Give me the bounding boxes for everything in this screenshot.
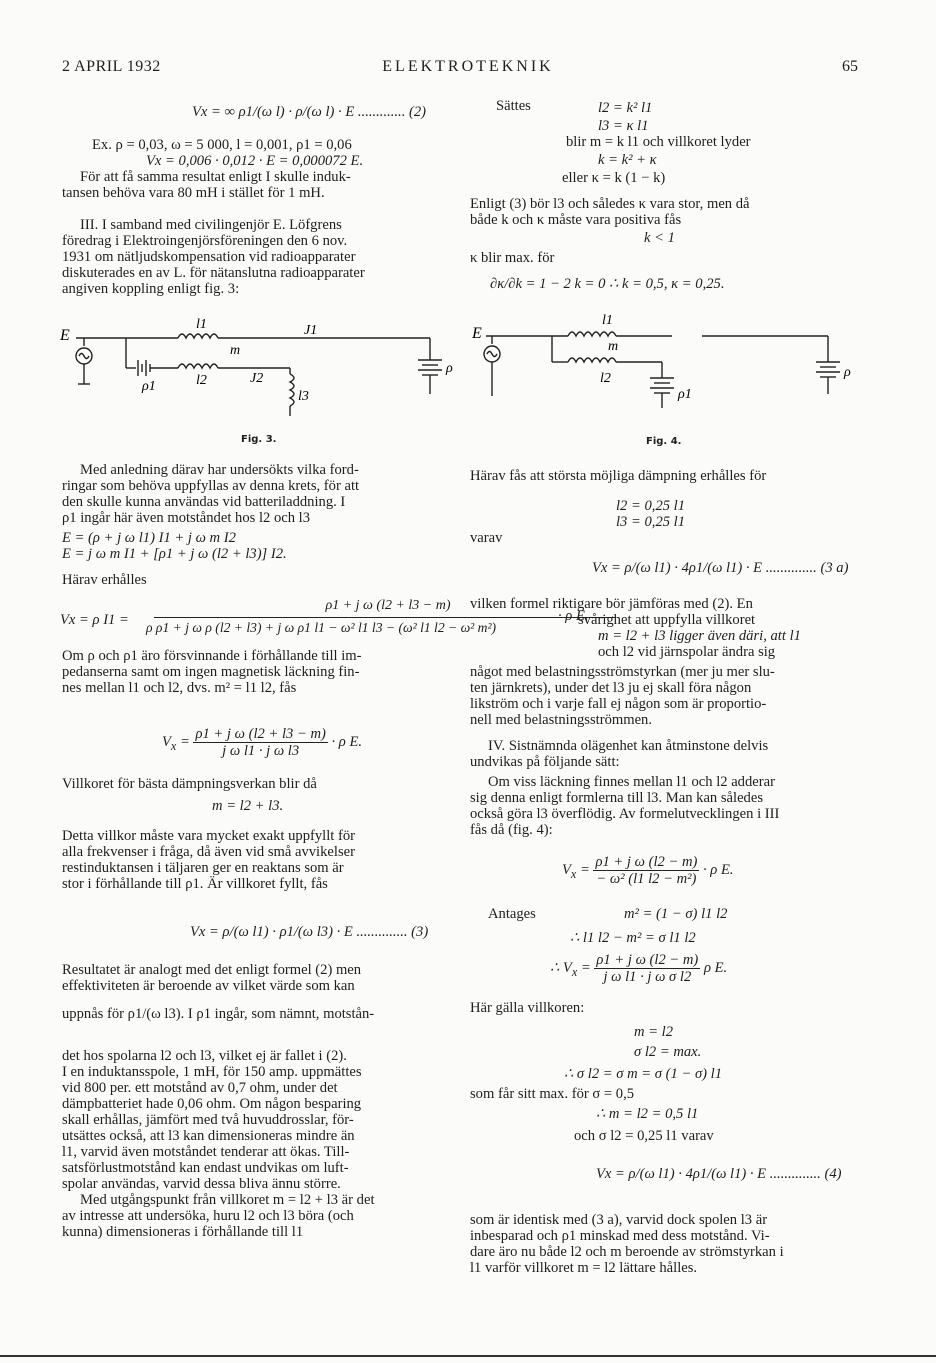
paragraph-line: svårighet att uppfylla villkoret [578, 612, 756, 628]
fig4-label-l2: l2 [600, 371, 611, 386]
paragraph-line: alla frekvenser i fråga, då även vid små avvikelser [62, 844, 355, 860]
fig4-label-rho: ρ [844, 365, 851, 380]
fig4-label-l1: l1 [602, 313, 613, 328]
paragraph-line: som är identisk med (3 a), varvid dock spolen l3 är [470, 1212, 768, 1228]
paragraph-line: också göra l3 överflödig. Av formelutvecklingen i III [470, 806, 780, 822]
paragraph-line: dämpbatteriet hade 0,06 ohm. Om någon besparing [62, 1096, 362, 1112]
paragraph-line: restinduktansen i täljaren ger en reaktans som är [62, 860, 344, 876]
condition-6: och σ l2 = 0,25 l1 varav [574, 1128, 714, 1144]
big-equation-denominator: ρ ρ1 + j ω ρ (l2 + l3) + j ω ρ1 l1 − ω² l1 l3 − (ω² l1 l2 − ω² m²) [146, 620, 497, 635]
paragraph-line: pedanserna samt om ingen magnetisk läckning fin- [62, 664, 360, 680]
paragraph-line: IV. Sistnämnda olägenhet kan åtminstone delvis [488, 738, 769, 754]
equation-2: Vx = ∞ ρ1/(ω l) · ρ/(ω l) · E ............. (2) [192, 104, 427, 120]
vx-iii-denominator: j ω l1 · j ω l3 [222, 743, 300, 760]
paragraph-line: ρ1 ingår här även motståndet hos l2 och l3 [62, 510, 311, 526]
paragraph-line: angiven koppling enligt fig. 3: [62, 281, 240, 297]
condition-2: σ l2 = max. [634, 1044, 702, 1060]
paragraph-line: det hos spolarna l2 och l3, vilket ej är fallet i (2). [62, 1048, 347, 1064]
eq-s2: l3 = κ l1 [598, 118, 649, 134]
paragraph-line: tansen behöva vara 80 mH i stället för 1 mH. [62, 185, 325, 201]
fig3-label-l3: l3 [298, 389, 309, 404]
paragraph-line: Härav erhålles [62, 572, 147, 588]
paragraph-line: Villkoret för bästa dämpningsverkan blir då [62, 776, 317, 792]
paragraph-line: diskuterades en av L. för nätanslutna radioapparater [62, 265, 365, 281]
paragraph-line: I en induktansspole, 1 mH, för 150 amp. uppmättes [62, 1064, 362, 1080]
paragraph-line: l1, varvid även motståndet tenderar att ökas. Till- [62, 1144, 350, 1160]
paragraph-line: uppnås för ρ1/(ω l3). I ρ1 ingår, som nämnt, motstån- [62, 1006, 375, 1022]
fig3-label-m: m [230, 343, 241, 358]
paragraph-line: och l2 vid järnspolar ändra sig [598, 644, 776, 660]
paragraph-line: Med utgångspunkt från villkoret m = l2 + l3 är det [80, 1192, 375, 1208]
fig4-label-m: m [608, 339, 619, 354]
eq-s1: l2 = k² l1 [598, 100, 653, 116]
paragraph-line: av intresse att undersöka, huru l2 och l3 böra (och [62, 1208, 354, 1224]
big-equation-lhs: Vx = ρ I1 = [60, 612, 129, 628]
right-column-lower [470, 0, 858, 1363]
paragraph-line: dare äro nu både l2 och m beroende av strömstyrkan i [470, 1244, 784, 1260]
journal-title: ELEKTROTEKNIK [382, 58, 554, 75]
paragraph-line: Här gälla villkoren: [470, 1000, 585, 1016]
equation-4: Vx = ρ/(ω l1) · 4ρ1/(ω l1) · E .............. (4) [596, 1166, 842, 1182]
condition-3: ∴ σ l2 = σ m = σ (1 − σ) l1 [564, 1066, 723, 1082]
paragraph-line: något med belastningsströmstyrkan (mer ju mer slu- [470, 664, 775, 680]
paragraph-line: Om ρ och ρ1 äro försvinnande i förhållande till im- [62, 648, 362, 664]
issue-date: 2 APRIL 1932 [62, 58, 161, 75]
paragraph-line: vilken formel riktigare bör jämföras med (2). En [470, 596, 753, 612]
equation-iv-3: ∴ l1 l2 − m² = σ l1 l2 [570, 930, 696, 946]
sattes-label: Sättes [496, 98, 531, 114]
equation-iv-4: ∴ $V_x$ = $\frac{\text{ρ1 + j ω (l2 − m)}}{\text{j ω l1 · j ω σ l2}}$ ρ E. [550, 952, 728, 986]
fig4-label-E: E [472, 325, 482, 342]
paragraph-line: nell med belastningsströmmen. [470, 712, 652, 728]
fig3-label-rho: ρ [446, 361, 453, 376]
paragraph-line: fås då (fig. 4): [470, 822, 553, 838]
varav-label: varav [470, 530, 503, 546]
paragraph-line: vid 800 per. ett motstånd av 0,7 ohm, under det [62, 1080, 338, 1096]
eq-s5: eller κ = k (1 − k) [562, 170, 666, 186]
paragraph-line: Enligt (3) bör l3 och således κ vara stor, men då [470, 196, 750, 212]
paragraph-line: både k och κ måste vara positiva fås [470, 212, 682, 228]
paragraph-line: ringar som behöva uppfyllas av denna krets, för att [62, 478, 360, 494]
equation-3: Vx = ρ/(ω l1) · ρ1/(ω l3) · E .............. (3) [190, 924, 429, 940]
equation-E1: E = (ρ + j ω l1) I1 + j ω m I2 [62, 530, 236, 546]
paragraph-line: m = l2 + l3 ligger även däri, att l1 [598, 628, 801, 644]
example-line-2: Vx = 0,006 · 0,012 · E = 0,000072 E. [146, 153, 364, 169]
paragraph-line: nes mellan l1 och l2, dvs. m² = l1 l2, fås [62, 680, 297, 696]
paragraph-line: Härav fås att största möjliga dämpning erhålles för [470, 468, 767, 484]
equation-E2: E = j ω m I1 + [ρ1 + j ω (l2 + l3)] I2. [62, 546, 287, 562]
paragraph-line: den skulle kunna användas vid batteriladdning. I [62, 494, 346, 510]
kappa-max-line: κ blir max. för [470, 250, 555, 266]
paragraph-line: 1931 om nätljudskompensation vid radioapparater [62, 249, 356, 265]
eq-s3: blir m = k l1 och villkoret lyder [566, 134, 751, 150]
iv4-numerator: ρ1 + j ω (l2 − m) [596, 952, 699, 968]
condition-1: m = l2 [634, 1024, 674, 1040]
iv4-denominator: j ω l1 · j ω σ l2 [603, 969, 692, 986]
paragraph-line: satsförlustmotstånd kan endast undvikas om luft- [62, 1160, 349, 1176]
paragraph-line: skall erhållas, jämfört med två huvuddrosslar, för- [62, 1112, 354, 1128]
vx-iii-numerator: ρ1 + j ω (l2 + l3 − m) [195, 726, 326, 742]
iv1-denominator: − ω² (l1 l2 − m²) [596, 871, 697, 888]
vx-iii-tail: · ρ E. [331, 734, 363, 751]
result-l2: l2 = 0,25 l1 [616, 498, 686, 514]
k-less-than-one: k < 1 [644, 230, 675, 246]
condition-5: ∴ m = l2 = 0,5 l1 [596, 1106, 699, 1122]
paragraph-line: Om viss läckning finnes mellan l1 och l2 adderar [488, 774, 775, 790]
paragraph-line: likström och i varje fall ej någon som är proportio- [470, 696, 767, 712]
result-l3: l3 = 0,25 l1 [616, 514, 686, 530]
paragraph-line: l1 varför villkoret m = l2 lättare hålles. [470, 1260, 698, 1276]
fig3-label-l1: l1 [196, 317, 207, 332]
paragraph-line: utsättes också, att l3 kan dimensioneras mindre än [62, 1128, 355, 1144]
derivative-equation: ∂κ/∂k = 1 − 2 k = 0 ∴ k = 0,5, κ = 0,25. [490, 276, 725, 292]
iv1-numerator: ρ1 + j ω (l2 − m) [595, 854, 698, 870]
equation-vx-iii: $V_x$ = $\frac{\text{ρ1 + j ω (l2 + l3 − m)}}{\text{j ω l1 · j ω l3}}$ · ρ E. [162, 726, 363, 760]
condition-4: som får sitt max. för σ = 0,5 [470, 1086, 635, 1102]
condition-equation: m = l2 + l3. [212, 798, 284, 814]
fig3-label-l2: l2 [196, 373, 207, 388]
paragraph-line: sig denna enligt formlerna till l3. Man kan således [470, 790, 764, 806]
paragraph-line: För att få samma resultat enligt I skulle induk- [80, 169, 351, 185]
paragraph-line: kunna) dimensioneras i förhållande till l1 [62, 1224, 304, 1240]
fig3-label-J2: J2 [250, 371, 264, 386]
fig4-label-rho1: ρ1 [678, 387, 692, 402]
equation-3a: Vx = ρ/(ω l1) · 4ρ1/(ω l1) · E .............. (3 a) [592, 560, 849, 576]
equation-iv-1: $V_x$ = $\frac{\text{ρ1 + j ω (l2 − m)}}{\text{− ω² (l1 l2 − m²)}}$ · ρ E. [562, 854, 734, 888]
antages-label: Antages [488, 906, 536, 922]
paragraph-line: Detta villkor måste vara mycket exakt uppfyllt för [62, 828, 355, 844]
paragraph-line: ten järnkrets), under det l3 ju ej skall föra någon [470, 680, 752, 696]
paragraph-line: Med anledning därav har undersökts vilka ford- [80, 462, 359, 478]
fig3-label-rho1: ρ1 [142, 379, 156, 394]
example-line-1: Ex. ρ = 0,03, ω = 5 000, l = 0,001, ρ1 = 0,06 [92, 137, 352, 153]
paragraph-line: effektiviteten är beroende av vilket värde som kan [62, 978, 355, 994]
eq-s4: k = k² + κ [598, 152, 657, 168]
figure-4-caption: Fig. 4. [646, 436, 682, 447]
paragraph-line: föredrag i Elektroingenjörsföreningen den 6 nov. [62, 233, 348, 249]
paragraph-line: spolar användas, varvid dessa bliva ännu större. [62, 1176, 341, 1192]
page-number: 65 [842, 58, 858, 75]
big-equation-tail: · ρ E. [558, 608, 589, 624]
equation-iv-2: m² = (1 − σ) l1 l2 [624, 906, 728, 922]
paragraph-line: Resultatet är analogt med det enligt formel (2) men [62, 962, 362, 978]
bottom-scan-edge [0, 1355, 936, 1357]
paragraph-line: III. I samband med civilingenjör E. Löfgrens [80, 217, 342, 233]
fig3-label-J1: J1 [304, 323, 318, 338]
paragraph-line: inbesparad och ρ1 minskad med dess motstånd. Vi- [470, 1228, 770, 1244]
figure-3-caption: Fig. 3. [241, 434, 277, 445]
fig3-label-E: E [60, 327, 70, 344]
big-equation-numerator: ρ1 + j ω (l2 + l3 − m) [325, 598, 451, 613]
paragraph-line: stor i förhållande till ρ1. Är villkoret fyllt, fås [62, 876, 328, 892]
paragraph-line: undvikas på följande sätt: [470, 754, 620, 770]
